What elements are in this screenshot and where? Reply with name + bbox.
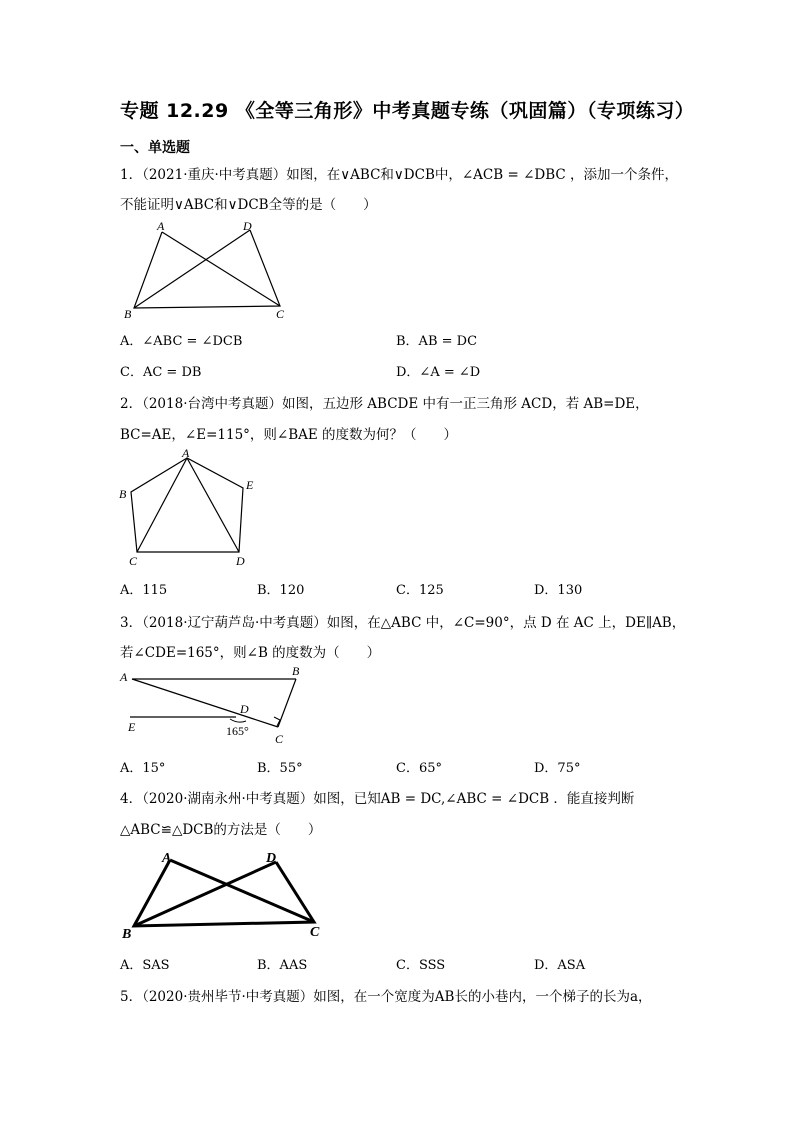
q2-option-d: D．130 [534, 583, 583, 598]
question-3-figure [118, 665, 308, 750]
fig2-label-a: A [182, 446, 190, 460]
question-4-line-1: 4．（2020·湖南永州·中考真题）如图，已知AB = DC,∠ABC = ∠DCB ．能直接判断 [120, 791, 635, 807]
q4-option-a: A．SAS [120, 958, 170, 973]
question-1-line-2: 不能证明∨ABC和∨DCB全等的是（ ） [120, 197, 377, 213]
fig3-label-d: D [240, 702, 249, 716]
q2-option-b: B．120 [257, 583, 305, 598]
question-3-line-1: 3．（2018·辽宁葫芦岛·中考真题）如图，在△ABC 中，∠C=90°，点 D 在 AC 上，DE∥AB， [120, 615, 686, 631]
question-2-line-1: 2．（2018·台湾中考真题）如图，五边形 ABCDE 中有一正三角形 ACD，若 AB=DE， [120, 396, 649, 412]
fig3-label-e: E [128, 720, 136, 734]
q3-option-a: A．15° [120, 761, 166, 776]
fig3-angle-label: 165° [226, 724, 249, 738]
fig3-label-a: A [120, 670, 128, 684]
q4-option-c: C．SSS [396, 958, 446, 973]
fig4-label-c: C [310, 925, 320, 940]
question-5-line-1: 5．（2020·贵州毕节·中考真题）如图，在一个宽度为AB长的小巷内，一个梯子的长为a， [120, 989, 652, 1005]
fig1-label-a: A [157, 219, 165, 233]
question-4-figure [118, 846, 328, 946]
q2-option-a: A．115 [120, 583, 168, 598]
q1-option-b: B．AB = DC [396, 334, 478, 349]
q1-option-a: A．∠ABC = ∠DCB [120, 334, 243, 349]
q2-option-c: C．125 [396, 583, 444, 598]
fig2-label-e: E [246, 478, 254, 492]
question-2-figure [115, 446, 265, 571]
question-1-line-1: 1．（2021·重庆·中考真题）如图，在∨ABC和∨DCB中，∠ACB = ∠DBC ，添加一个条件， [120, 167, 678, 183]
q4-option-b: B．AAS [257, 958, 308, 973]
question-3-line-2: 若∠CDE=165°，则∠B 的度数为（ ） [120, 645, 381, 661]
fig2-label-b: B [119, 487, 127, 501]
fig4-label-b: B [122, 927, 132, 942]
q3-option-b: B．55° [257, 761, 303, 776]
fig2-label-d: D [236, 554, 245, 568]
fig2-label-c: C [129, 554, 138, 568]
q4-option-d: D．ASA [534, 958, 586, 973]
section-heading: 一、单选题 [120, 140, 190, 156]
page-title: 专题 12.29 《全等三角形》中考真题专练（巩固篇）（专项练习） [120, 100, 695, 122]
question-2-line-2: BC=AE，∠E=115°，则∠BAE 的度数为何？（ ） [120, 427, 458, 443]
q1-option-d: D．∠A = ∠D [396, 365, 481, 380]
fig1-label-b: B [124, 307, 132, 321]
fig3-label-c: C [275, 732, 284, 746]
fig4-label-d: D [266, 851, 277, 866]
fig4-label-a: A [162, 851, 172, 866]
q1-option-c: C．AC = DB [120, 365, 202, 380]
fig1-label-d: D [243, 219, 252, 233]
fig1-label-c: C [276, 307, 285, 321]
question-1-figure [120, 218, 300, 323]
question-4-line-2: △ABC≌△DCB的方法是（ ） [120, 822, 322, 838]
q3-option-d: D．75° [534, 761, 581, 776]
q3-option-c: C．65° [396, 761, 442, 776]
fig3-label-b: B [292, 664, 300, 678]
